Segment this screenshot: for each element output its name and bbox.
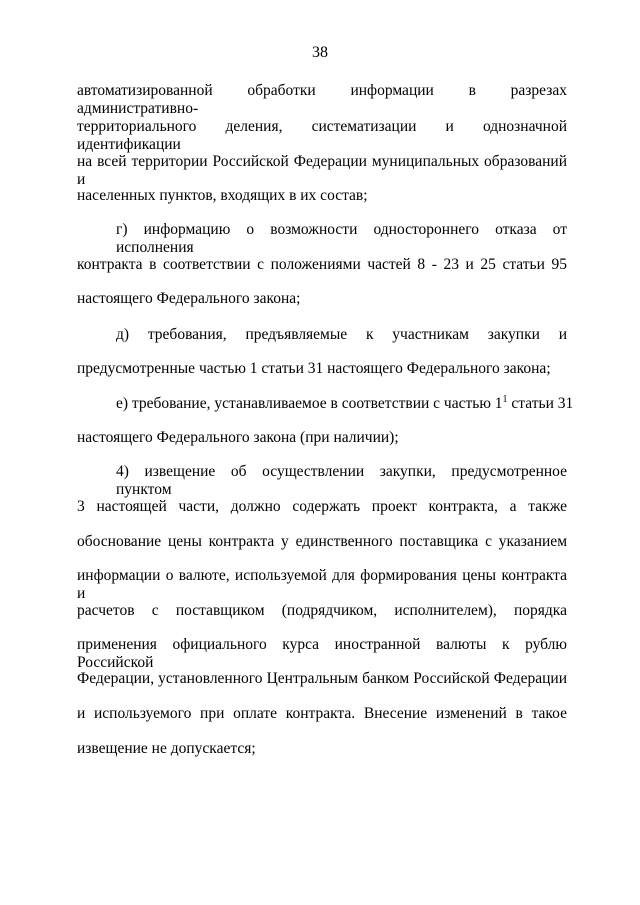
text-line: территориального деления, систематизации и однозначной идентификации [77,118,567,153]
superscript: 1 [502,394,508,405]
text-line: информации о валюте, используемой для формирования цены контракта и [77,567,567,602]
paragraph-first-line: г) информацию о возможности одностороннего отказа от исполнения [116,221,567,256]
text-line: обоснование цены контракта у единственного поставщика с указанием [77,533,567,550]
text-line: расчетов с поставщиком (подрядчиком, исполнителем), порядка [77,602,567,619]
text-line: контракта в соответствии с положениями частей 8 - 23 и 25 статьи 95 [77,256,567,273]
paragraph-first-line [116,395,573,413]
text-line: применения официального курса иностранной валюты к рублю Российской [77,636,567,671]
text-line: Федерации, установленного Центральным банком Российской Федерации [77,670,567,687]
text-segment: статьи 31 [507,395,574,412]
text-line: населенных пунктов, входящих в их состав; [77,187,368,204]
text-line: настоящего Федерального закона; [77,290,301,307]
text-line: извещение не допускается; [77,740,256,757]
text-line: на всей территории Российской Федерации муниципальных образований и [77,153,567,188]
text-line: предусмотренные частью 1 статьи 31 настоящего Федерального закона; [77,360,551,377]
paragraph-first-line: д) требования, предъявляемые к участникам закупки и [116,326,567,343]
text-line: настоящего Федерального закона (при наличии); [77,429,399,446]
text-segment: е) требование, устанавливаемое в соответствии с частью 1 [116,395,503,412]
text-line: автоматизированной обработки информации в разрезах административно- [77,82,567,117]
paragraph-first-line: 4) извещение об осуществлении закупки, предусмотренное пунктом [116,463,567,498]
text-line: и используемого при оплате контракта. Внесение изменений в такое [77,705,567,722]
text-line: 3 настоящей части, должно содержать проект контракта, а также [77,498,567,515]
page-number: 38 [312,44,328,61]
